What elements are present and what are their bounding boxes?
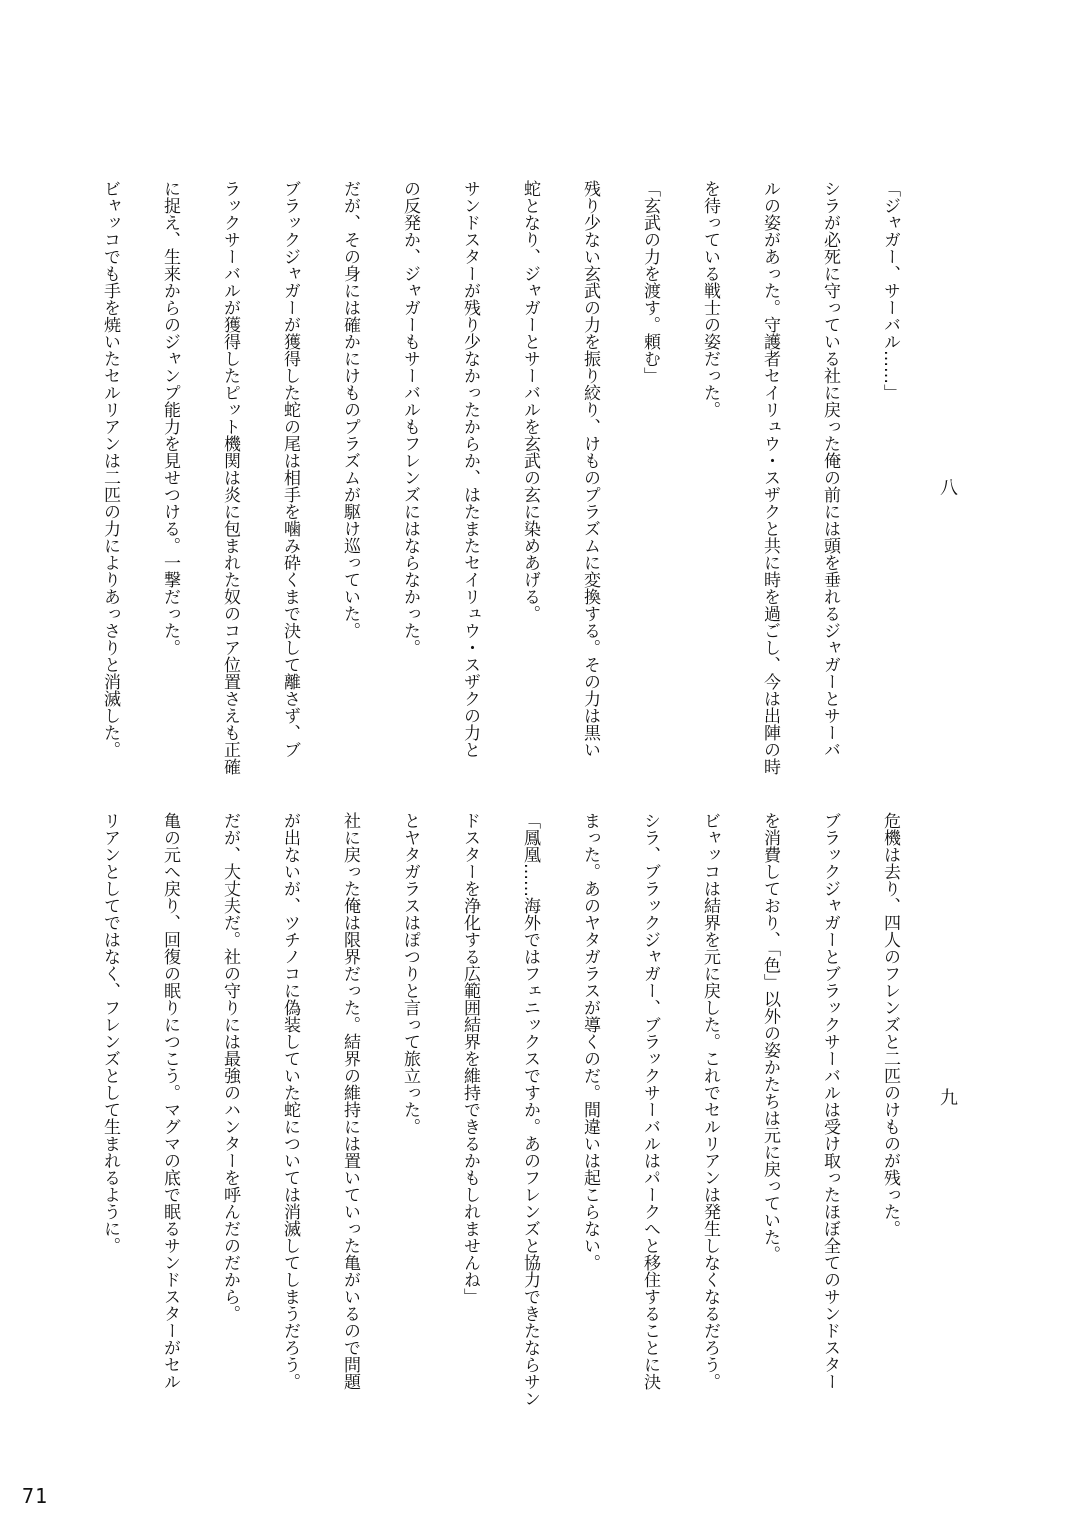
text-line: 残り少ない玄武の力を振り絞り、けものプラズムに変換する。その力は黒い xyxy=(580,180,600,758)
text-line: とヤタガラスはぽつりと言って旅立った。 xyxy=(400,812,420,1135)
text-line: ブラックジャガーとブラックサーバルは受け取ったほぼ全てのサンドスター xyxy=(820,812,840,1390)
text-line: 危機は去り、四人のフレンズと二匹のけものが残った。 xyxy=(880,812,900,1237)
text-line: リアンとしてではなく、フレンズとして生まれるように。 xyxy=(100,812,120,1254)
text-line: ドスターを浄化する広範囲結界を維持できるかもしれませんね」 xyxy=(460,812,480,1305)
text-line: 「ジャガー、サーバル……」 xyxy=(880,180,900,401)
text-line: 蛇となり、ジャガーとサーバルを玄武の玄に染めあげる。 xyxy=(520,180,540,622)
text-line: だが、その身には確かにけものプラズムが駆け巡っていた。 xyxy=(340,180,360,639)
text-line: だが、大丈夫だ。社の守りには最強のハンターを呼んだのだから。 xyxy=(220,812,240,1322)
text-line: に捉え、生来からのジャンプ能力を見せつける。一撃だった。 xyxy=(160,180,180,656)
page-number: 71 xyxy=(22,1484,49,1508)
text-line: ビャッコでも手を焼いたセルリアンは二匹の力によりあっさりと消滅した。 xyxy=(100,180,120,758)
text-line: ラックサーバルが獲得したピット機関は炎に包まれた奴のコア位置さえも正確 xyxy=(220,180,240,775)
text-line: シラ、ブラックジャガー、ブラックサーバルはパークへと移住することに決 xyxy=(640,812,660,1390)
text-line: ブラックジャガーが獲得した蛇の尾は相手を噛み砕くまで決して離さず、ブ xyxy=(280,180,300,758)
text-line: 社に戻った俺は限界だった。結界の維持には置いていった亀がいるので問題 xyxy=(340,812,360,1390)
text-line: ビャッコは結界を元に戻した。これでセルリアンは発生しなくなるだろう。 xyxy=(700,812,720,1390)
text-line: まった。あのヤタガラスが導くのだ。間違いは起こらない。 xyxy=(580,812,600,1271)
section-heading: 八 xyxy=(937,478,958,496)
text-line: 亀の元へ戻り、回復の眠りにつこう。マグマの底で眠るサンドスターがセル xyxy=(160,812,180,1390)
section-heading: 九 xyxy=(937,1088,958,1106)
text-line: ルの姿があった。守護者セイリュウ・スザクと共に時を過ごし、今は出陣の時 xyxy=(760,180,780,775)
text-line: を待っている戦士の姿だった。 xyxy=(700,180,720,418)
text-line: サンドスターが残り少なかったからか、はたまたセイリュウ・スザクの力と xyxy=(460,180,480,758)
text-line: を消費しており、「色」以外の姿かたちは元に戻っていた。 xyxy=(760,812,780,1263)
text-line: の反発か、ジャガーもサーバルもフレンズにはならなかった。 xyxy=(400,180,420,656)
text-line: 「玄武の力を渡す。頼む」 xyxy=(640,180,660,384)
text-line: シラが必死に守っている社に戻った俺の前には頭を垂れるジャガーとサーバ xyxy=(820,180,840,758)
text-line: が出ないが、ツチノコに偽装していた蛇については消滅してしまうだろう。 xyxy=(280,812,300,1390)
text-line: 「鳳凰……海外ではフェニックスですか。あのフレンズと協力できたならサン xyxy=(520,812,540,1407)
